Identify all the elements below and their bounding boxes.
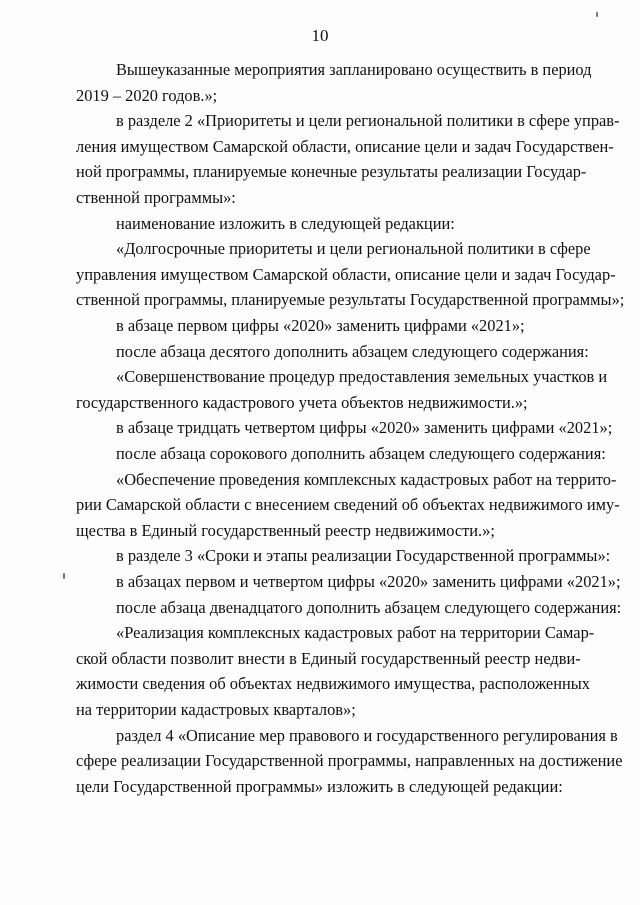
- text-line: управления имуществом Самарской области, описание цели и задач Государ-: [76, 264, 616, 284]
- text-line: в абзаце первом цифры «2020» заменить цифрами «2021»;: [116, 316, 525, 335]
- text-line: «Реализация комплексных кадастровых работ на территории Самар-: [116, 623, 595, 643]
- text-line: сфере реализации Государственной программы, направленных на достижение: [76, 751, 623, 771]
- text-line: ственной программы, планируемые результаты Государственной программы»;: [76, 290, 625, 310]
- text-line: Вышеуказанные мероприятия запланировано осуществить в период: [116, 60, 592, 79]
- text-line: ления имуществом Самарской области, описание цели и задач Государствен-: [76, 136, 614, 156]
- text-line: на территории кадастровых кварталов»;: [76, 700, 356, 719]
- text-line: щества в Единый государственный реестр недвижимости.»;: [76, 520, 495, 540]
- text-line: ной программы, планируемые конечные результаты реализации Государ-: [76, 162, 587, 182]
- text-line: в разделе 2 «Приоритеты и цели региональной политики в сфере управ-: [116, 111, 620, 131]
- text-line: раздел 4 «Описание мер правового и государственного регулирования в: [116, 725, 618, 745]
- text-line: государственного кадастрового учета объектов недвижимости.»;: [76, 392, 528, 412]
- text-line: «Обеспечение проведения комплексных кадастровых работ на террито-: [116, 469, 617, 489]
- text-line: ственной программы»:: [76, 188, 236, 207]
- text-line: после абзаца двенадцатого дополнить абзацем следующего содержания:: [116, 597, 622, 617]
- text-line: после абзаца десятого дополнить абзацем следующего содержания:: [116, 341, 589, 361]
- text-line: в абзацах первом и четвертом цифры «2020» заменить цифрами «2021»;: [116, 572, 621, 591]
- text-line: после абзаца сорокового дополнить абзацем следующего содержания:: [116, 444, 606, 463]
- scan-mark: [63, 573, 65, 579]
- text-line: «Долгосрочные приоритеты и цели региональной политики в сфере: [116, 239, 591, 259]
- text-line: в абзаце тридцать четвертом цифры «2020» заменить цифрами «2021»;: [116, 418, 613, 438]
- text-line: цели Государственной программы» изложить в следующей редакции:: [76, 776, 563, 796]
- text-line: «Совершенствование процедур предоставления земельных участков и: [116, 367, 608, 387]
- text-line: наименование изложить в следующей редакции:: [116, 213, 455, 233]
- page-number: 10: [311, 26, 329, 45]
- text-line: в разделе 3 «Сроки и этапы реализации Государственной программы»:: [116, 546, 611, 566]
- text-line: жимости сведения об объектах недвижимого имущества, расположенных: [76, 674, 590, 694]
- scan-mark: [596, 12, 598, 17]
- text-line: 2019 – 2020 годов.»;: [76, 85, 218, 105]
- text-line: рии Самарской области с внесением сведений об объектах недвижимого иму-: [76, 495, 620, 515]
- text-line: ской области позволит внести в Единый государственный реестр недви-: [76, 648, 581, 668]
